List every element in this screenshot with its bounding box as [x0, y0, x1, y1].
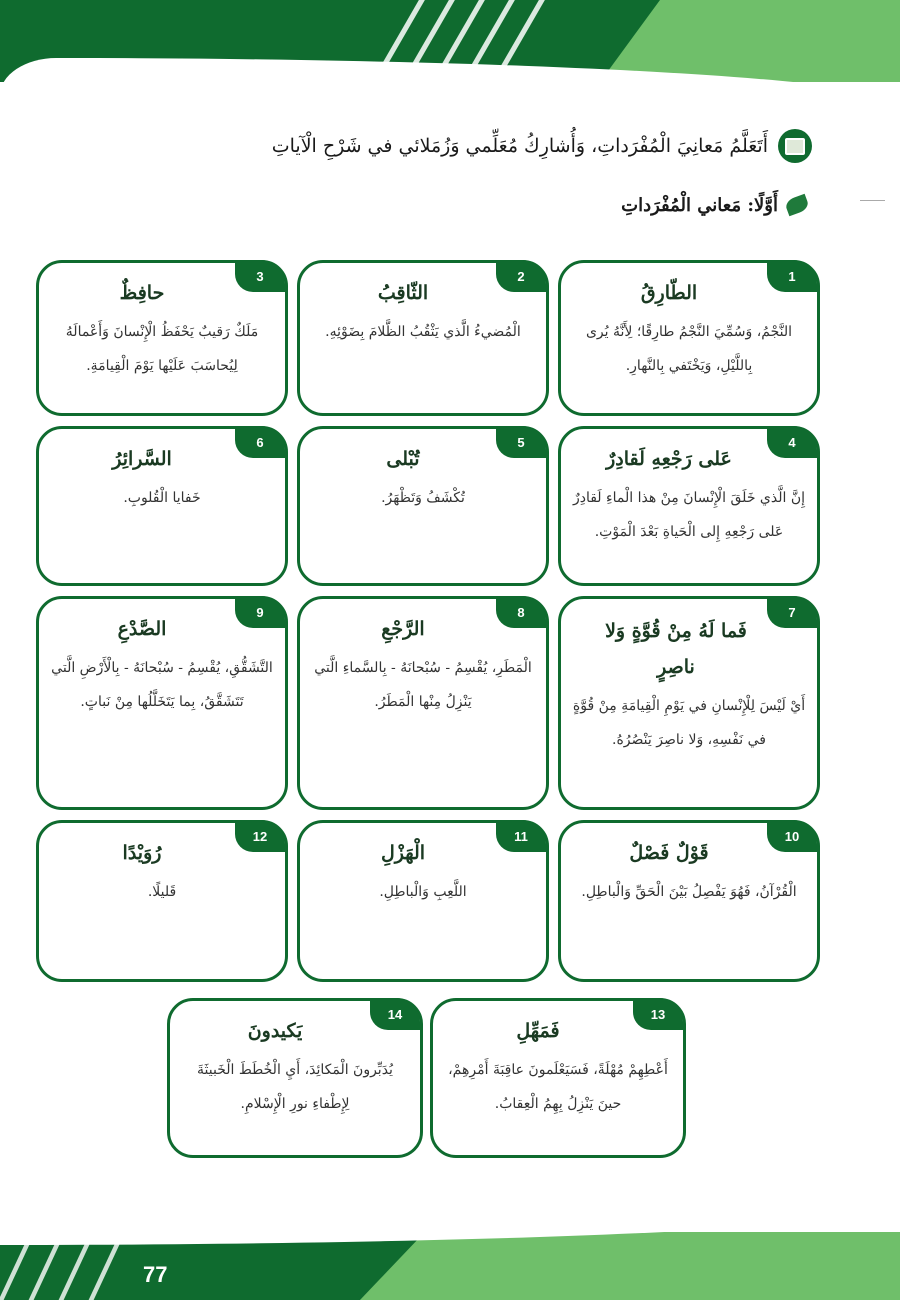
vocab-card-14	[167, 998, 423, 1158]
section-heading	[621, 190, 808, 220]
card-number: 7	[767, 596, 817, 628]
book-icon	[778, 129, 812, 163]
card-number: 10	[767, 820, 817, 852]
card-definition: أَعْطِهِمْ مُهْلَةً، فَسَيَعْلَمونَ عاقِبَةَ أَمْرِهِمْ، حينَ يَنْزِلُ بِهِمُ الْعِقابُ.	[448, 1062, 668, 1112]
card-number: 1	[767, 260, 817, 292]
vocab-card-6	[36, 426, 288, 586]
card-definition: قَليلًا.	[147, 884, 177, 900]
card-number: 2	[496, 260, 546, 292]
heading-title: أَتَعَلَّمُ مَعانِيَ الْمُفْرَداتِ، وَأُشارِكُ مُعَلِّمي وَزُمَلائي في شَرْحِ الْآياتِ	[271, 135, 768, 157]
vocab-card-2	[297, 260, 549, 416]
vocab-card-9	[36, 596, 288, 810]
page-number: 77	[143, 1262, 168, 1287]
vocab-card-4	[558, 426, 820, 586]
card-number: 8	[496, 596, 546, 628]
vocab-card-1	[558, 260, 820, 416]
card-term: تُبْلى	[386, 448, 420, 470]
card-term: فَما لَهُ مِنْ قُوَّةٍ وَلا ناصِرٍ	[605, 620, 747, 678]
vocab-card-10	[558, 820, 820, 982]
card-term: الرَّجْعِ	[381, 618, 425, 640]
card-term: حافِظٌ	[119, 282, 165, 304]
card-definition: مَلَكٌ رَقيبٌ يَحْفَظُ الْإِنْسانَ وَأَعْمالَهُ لِيُحاسَبَ عَلَيْها يَوْمَ الْقِيامَةِ.	[65, 324, 259, 374]
card-term: الصَّدْعِ	[117, 618, 167, 640]
card-term: رُوَيْدًا	[122, 842, 162, 864]
card-definition: التَّشَقُّقِ، يُقْسِمُ - سُبْحانَهُ - بِالْأَرْضِ الَّتي تَتَشَقَّقُ، بِما يَتَخَلَّلُها مِنْ نَباتٍ.	[51, 660, 273, 710]
card-definition: الْقُرْآنُ، فَهُوَ يَفْصِلُ بَيْنَ الْحَقِّ وَالْباطِلِ.	[581, 884, 797, 900]
card-number: 12	[235, 820, 285, 852]
card-term: الطّارِقُ	[640, 282, 698, 304]
card-number: 5	[496, 426, 546, 458]
card-number: 14	[370, 998, 420, 1030]
bottom-band-light-area	[360, 1232, 900, 1300]
card-number: 3	[235, 260, 285, 292]
page-heading	[272, 128, 812, 164]
section-title: أَوَّلًا: مَعاني الْمُفْرَداتِ	[621, 194, 778, 216]
card-definition: تُكْشَفُ وَتَظْهَرُ.	[381, 490, 465, 506]
top-band-light-area	[600, 0, 900, 82]
card-term: عَلى رَجْعِهِ لَقادِرٌ	[606, 448, 732, 470]
side-dash	[860, 200, 885, 201]
vocab-card-8	[297, 596, 549, 810]
card-definition: الْمُضيءُ الَّذي يَثْقُبُ الظَّلامَ بِضَوْئِهِ.	[325, 324, 521, 340]
card-definition: إِنَّ الَّذي خَلَقَ الْإِنْسانَ مِنْ هذا الْماءِ لَقادِرٌ عَلى رَجْعِهِ إِلى الْحَياةِ بَعْدَ الْمَوْتِ.	[572, 490, 806, 540]
card-number: 13	[633, 998, 683, 1030]
vocab-card-7	[558, 596, 820, 810]
card-term: السَّرائِرُ	[112, 448, 172, 470]
card-definition: يُدَبِّرونَ الْمَكائِدَ، أَيِ الْخُطَطَ الْخَبيثَةَ لِإِطْفاءِ نورِ الْإِسْلامِ.	[197, 1062, 393, 1112]
card-definition: خَفايا الْقُلوبِ.	[123, 490, 201, 506]
vocab-card-13	[430, 998, 686, 1158]
card-term: الثّاقِبُ	[377, 282, 429, 304]
card-number: 11	[496, 820, 546, 852]
card-number: 4	[767, 426, 817, 458]
vocab-card-5	[297, 426, 549, 586]
card-term: فَمَهِّلِ	[516, 1020, 560, 1042]
vocab-card-12	[36, 820, 288, 982]
side-vertical-note	[845, 300, 859, 1040]
card-definition: النَّجْمُ، وَسُمِّيَ النَّجْمُ طارِقًا؛ لِأَنَّهُ يُرى بِاللَّيْلِ، وَيَخْتَفي بِالنَّهارِ.	[585, 324, 793, 374]
card-term: قَوْلٌ فَصْلٌ	[629, 842, 709, 864]
card-number: 9	[235, 596, 285, 628]
card-definition: أَيْ لَيْسَ لِلْإِنْسانِ في يَوْمِ الْقِيامَةِ مِنْ قُوَّةٍ في نَفْسِهِ، وَلا ناصِرَ يَنْصُرُهُ.	[572, 698, 806, 748]
card-term: الْهَزْلِ	[380, 842, 426, 864]
card-term: يَكيدونَ	[247, 1020, 303, 1042]
card-definition: الْمَطَرِ، يُقْسِمُ - سُبْحانَهُ - بِالسَّماءِ الَّتي يَنْزِلُ مِنْها الْمَطَرُ.	[314, 660, 532, 710]
vocab-card-3	[36, 260, 288, 416]
card-definition: اللَّعِبِ وَالْباطِلِ.	[379, 884, 467, 900]
card-number: 6	[235, 426, 285, 458]
vocab-card-11	[297, 820, 549, 982]
leaf-icon	[784, 194, 810, 217]
